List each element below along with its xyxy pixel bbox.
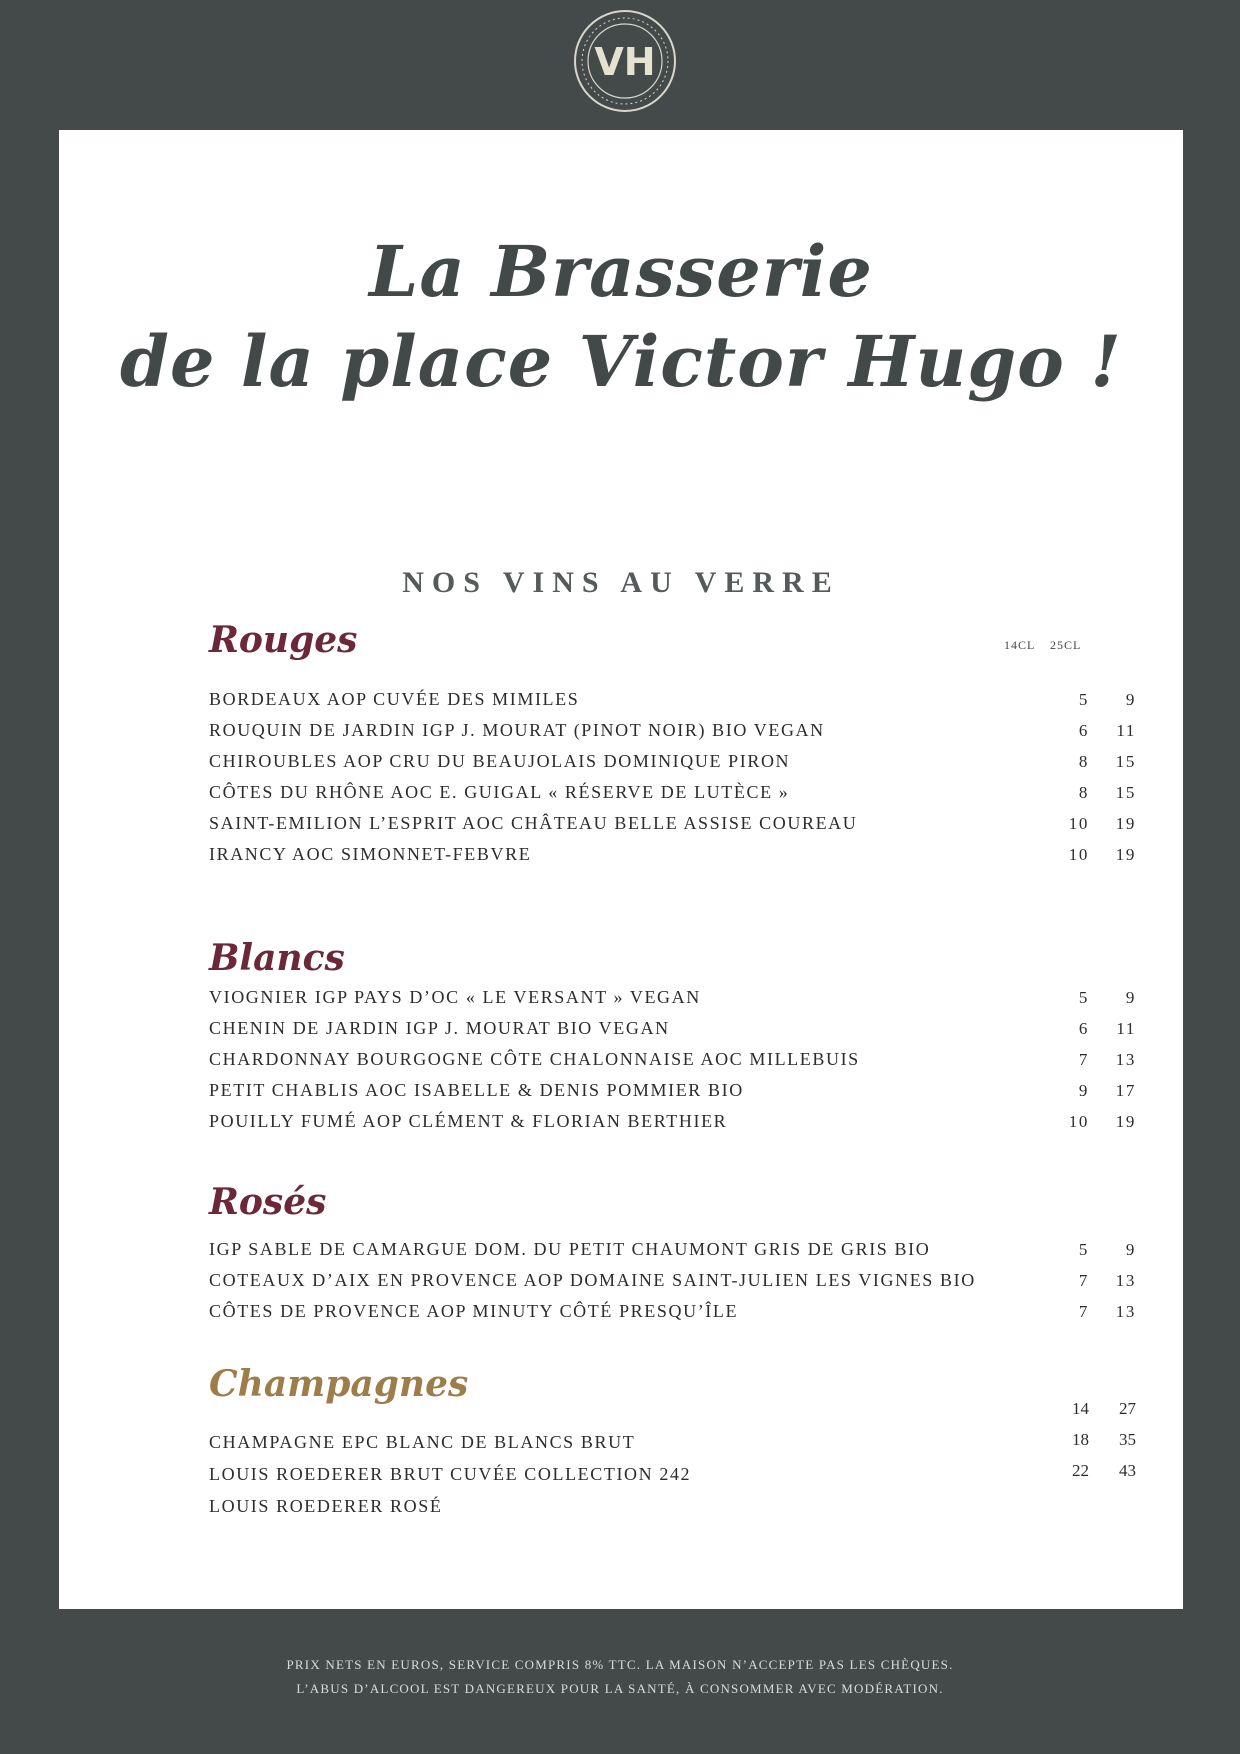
price-14cl: 10 (1068, 1112, 1089, 1131)
menu-subtitle: NOS VINS AU VERRE (402, 566, 840, 599)
wine-name: LOUIS ROEDERER BRUT CUVÉE COLLECTION 242 (209, 1464, 692, 1484)
wine-name: LOUIS ROEDERER ROSÉ (209, 1496, 443, 1516)
price-14cl: 8 (1078, 783, 1089, 802)
section-blancs (209, 934, 1136, 1137)
price-25cl: 13 (1115, 1271, 1136, 1290)
wine-name: CHARDONNAY BOURGOGNE CÔTE CHALONNAISE AOC MILLEBUIS (209, 1049, 860, 1069)
champagne-prices (209, 1393, 1139, 1486)
price-25cl: 15 (1115, 752, 1136, 771)
price-25cl: 19 (1115, 845, 1136, 864)
price-14cl: 6 (1078, 721, 1089, 740)
wine-row (209, 1296, 1136, 1327)
price-14cl: 5 (1078, 1240, 1089, 1259)
wine-row (209, 1044, 1136, 1075)
price-14cl: 5 (1078, 690, 1089, 709)
wine-name: IRANCY AOC SIMONNET-FEBVRE (209, 844, 532, 864)
price-14cl: 18 (1072, 1430, 1089, 1449)
champagne-price-row (209, 1455, 1139, 1486)
wine-name: SAINT-EMILION L’ESPRIT AOC CHÂTEAU BELLE ASSISE COUREAU (209, 813, 858, 833)
price-25cl: 19 (1115, 814, 1136, 833)
brand-logo (573, 9, 677, 113)
column-header-25cl: 25CL (1050, 638, 1082, 652)
wine-name: BORDEAUX AOP CUVÉE DES MIMILES (209, 689, 580, 709)
wine-row (209, 839, 1136, 870)
wine-row (209, 1013, 1136, 1044)
price-14cl: 10 (1068, 845, 1089, 864)
wine-list-blancs (209, 982, 1136, 1137)
wine-name: PETIT CHABLIS AOC ISABELLE & DENIS POMMIER BIO (209, 1080, 744, 1100)
price-25cl: 27 (1119, 1399, 1136, 1418)
wine-name: CHENIN DE JARDIN IGP J. MOURAT BIO VEGAN (209, 1018, 670, 1038)
price-25cl: 9 (1125, 988, 1136, 1007)
section-title-blancs: Blancs (209, 937, 345, 979)
wine-list-rouges (209, 684, 1136, 870)
wine-row (209, 1234, 1136, 1265)
page-title-line-2: de la place Victor Hugo ! (120, 320, 1122, 403)
footer-note-prices: PRIX NETS EN EUROS, SERVICE COMPRIS 8% TTC. LA MAISON N’ACCEPTE PAS LES CHÈQUES. (286, 1657, 954, 1672)
price-14cl: 22 (1072, 1461, 1089, 1480)
price-14cl: 7 (1078, 1302, 1089, 1321)
wine-row (209, 1490, 1109, 1522)
price-14cl: 10 (1068, 814, 1089, 833)
wine-name: ROUQUIN DE JARDIN IGP J. MOURAT (PINOT NOIR) BIO VEGAN (209, 720, 825, 740)
price-25cl: 17 (1115, 1081, 1136, 1100)
section-roses (209, 1178, 1136, 1327)
page-title-line-1: La Brasserie (369, 230, 873, 313)
price-14cl: 7 (1078, 1271, 1089, 1290)
wine-row (209, 1075, 1136, 1106)
wine-name: VIOGNIER IGP PAYS D’OC « LE VERSANT » VEGAN (209, 987, 701, 1007)
wine-row (209, 982, 1136, 1013)
section-rouges (209, 616, 1136, 870)
wine-row (209, 808, 1136, 839)
price-25cl: 11 (1116, 721, 1136, 740)
vh-seal-icon (573, 9, 677, 113)
wine-name: CHAMPAGNE EPC BLANC DE BLANCS BRUT (209, 1432, 636, 1452)
champagne-price-row (209, 1424, 1139, 1455)
price-25cl: 11 (1116, 1019, 1136, 1038)
wine-row (209, 1106, 1136, 1137)
price-25cl: 9 (1125, 690, 1136, 709)
section-title-rouges: Rouges (209, 619, 358, 661)
section-title-champagnes: Champagnes (209, 1363, 469, 1405)
wine-name: COTEAUX D’AIX EN PROVENCE AOP DOMAINE SAINT-JULIEN LES VIGNES BIO (209, 1270, 976, 1290)
wine-name: POUILLY FUMÉ AOP CLÉMENT & FLORIAN BERTHIER (209, 1111, 728, 1131)
wine-name: IGP SABLE DE CAMARGUE DOM. DU PETIT CHAUMONT GRIS DE GRIS BIO (209, 1239, 931, 1259)
price-14cl: 7 (1078, 1050, 1089, 1069)
wine-name: CÔTES DE PROVENCE AOP MINUTY CÔTÉ PRESQU’ÎLE (209, 1301, 739, 1321)
price-25cl: 13 (1115, 1302, 1136, 1321)
wine-name: CÔTES DU RHÔNE AOC E. GUIGAL « RÉSERVE DE LUTÈCE » (209, 782, 790, 802)
price-25cl: 9 (1125, 1240, 1136, 1259)
wine-row (209, 1265, 1136, 1296)
section-title-roses: Rosés (209, 1181, 327, 1223)
price-25cl: 43 (1119, 1461, 1136, 1480)
price-25cl: 35 (1119, 1430, 1136, 1449)
menu-card (59, 130, 1183, 1609)
price-14cl: 9 (1078, 1081, 1089, 1100)
wine-name: CHIROUBLES AOP CRU DU BEAUJOLAIS DOMINIQUE PIRON (209, 751, 791, 771)
wine-row (209, 746, 1136, 777)
price-25cl: 15 (1115, 783, 1136, 802)
price-14cl: 6 (1078, 1019, 1089, 1038)
footer-note-alcohol: L’ABUS D’ALCOOL EST DANGEREUX POUR LA SANTÉ, À CONSOMMER AVEC MODÉRATION. (296, 1681, 944, 1696)
column-header-14cl: 14CL (1004, 638, 1036, 652)
champagne-price-row (209, 1393, 1139, 1424)
price-14cl: 8 (1078, 752, 1089, 771)
wine-list-roses (209, 1234, 1136, 1327)
wine-row (209, 715, 1136, 746)
wine-row (209, 777, 1136, 808)
price-14cl: 14 (1072, 1399, 1089, 1418)
wine-row (209, 684, 1136, 715)
price-14cl: 5 (1078, 988, 1089, 1007)
logo-monogram: VH (594, 40, 656, 84)
price-25cl: 13 (1115, 1050, 1136, 1069)
price-25cl: 19 (1115, 1112, 1136, 1131)
